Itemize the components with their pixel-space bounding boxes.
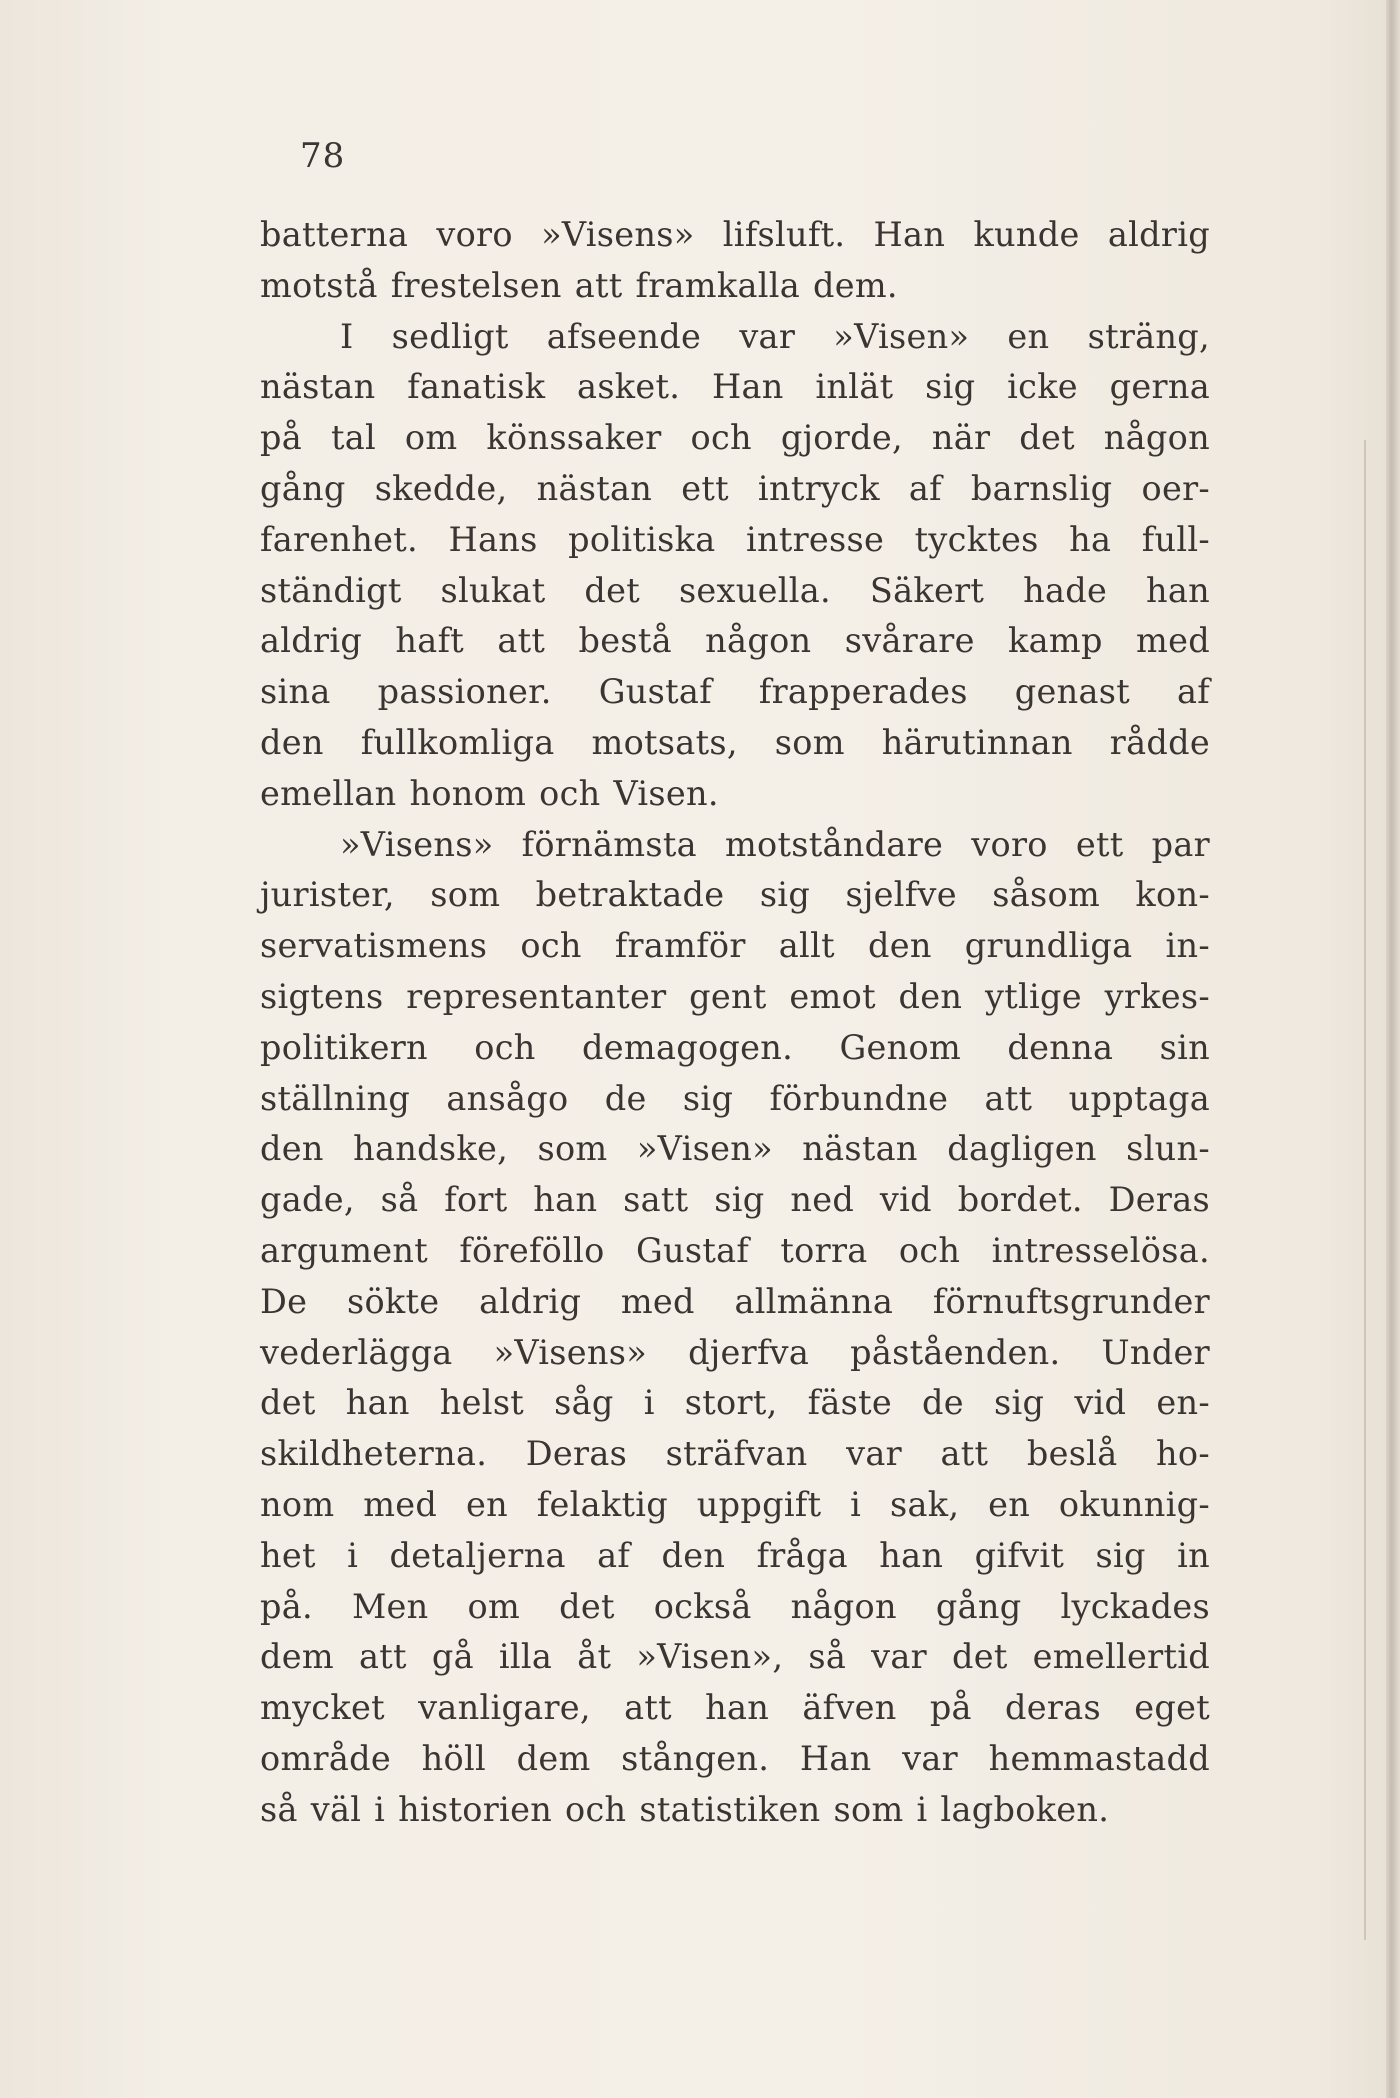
text-line: den handske, som »Visen» nästan dagligen slun- <box>260 1129 1210 1169</box>
text-line: ställning ansågo de sig förbundne att upptaga <box>260 1078 1210 1118</box>
text-line: gång skedde, nästan ett intryck af barnslig oer- <box>260 468 1210 508</box>
text-line: område höll dem stången. Han var hemmastadd <box>260 1738 1210 1778</box>
text-line: sigtens representanter gent emot den ytlige yrkes- <box>260 976 1210 1016</box>
text-line: sina passioner. Gustaf frapperades genast af <box>260 672 1210 712</box>
text-line: nästan fanatisk asket. Han inlät sig icke gerna <box>260 367 1210 407</box>
page-number: 78 <box>300 136 346 176</box>
text-line: på. Men om det också någon gång lyckades <box>260 1586 1210 1626</box>
text-line: aldrig haft att bestå någon svårare kamp med <box>260 621 1210 661</box>
text-line: servatismens och framför allt den grundliga in- <box>260 926 1210 966</box>
text-line: gade, så fort han satt sig ned vid bordet. Deras <box>260 1180 1210 1220</box>
text-line: mycket vanligare, att han äfven på deras eget <box>260 1688 1210 1728</box>
text-line: »Visens» förnämsta motståndare voro ett par <box>340 824 1210 864</box>
text-line: skildheterna. Deras sträfvan var att beslå ho- <box>260 1434 1210 1474</box>
text-line: De sökte aldrig med allmänna förnuftsgrunder <box>260 1281 1210 1321</box>
text-line: farenhet. Hans politiska intresse tycktes ha full- <box>260 519 1210 559</box>
text-line: argument föreföllo Gustaf torra och intresselösa. <box>260 1230 1210 1270</box>
text-line: nom med en felaktig uppgift i sak, en okunnig- <box>260 1484 1210 1524</box>
page-edge <box>1386 0 1400 2098</box>
text-line: batterna voro »Visens» lifsluft. Han kunde aldrig <box>260 215 1210 254</box>
binding-shadow <box>1364 440 1366 1940</box>
text-line: på tal om könssaker och gjorde, när det någon <box>260 418 1210 458</box>
text-line: I sedligt afseende var »Visen» en sträng, <box>340 316 1210 356</box>
body-text <box>260 210 1210 1836</box>
text-line: emellan honom och Visen. <box>260 773 719 813</box>
text-line: vederlägga »Visens» djerfva påståenden. Under <box>260 1332 1210 1372</box>
text-line: jurister, som betraktade sig sjelfve såsom kon- <box>260 875 1210 915</box>
text-line: politikern och demagogen. Genom denna sin <box>260 1027 1210 1067</box>
text-line: så väl i historien och statistiken som i lagboken. <box>260 1789 1110 1829</box>
text-line: den fullkomliga motsats, som härutinnan rådde <box>260 722 1210 762</box>
text-line: det han helst såg i stort, fäste de sig vid en- <box>260 1383 1210 1423</box>
text-line: ständigt slukat det sexuella. Säkert hade han <box>260 570 1210 610</box>
text-line: motstå frestelsen att framkalla dem. <box>260 265 898 305</box>
text-line: dem att gå illa åt »Visen», så var det emellertid <box>260 1637 1210 1677</box>
text-line: het i detaljerna af den fråga han gifvit sig in <box>260 1535 1210 1575</box>
